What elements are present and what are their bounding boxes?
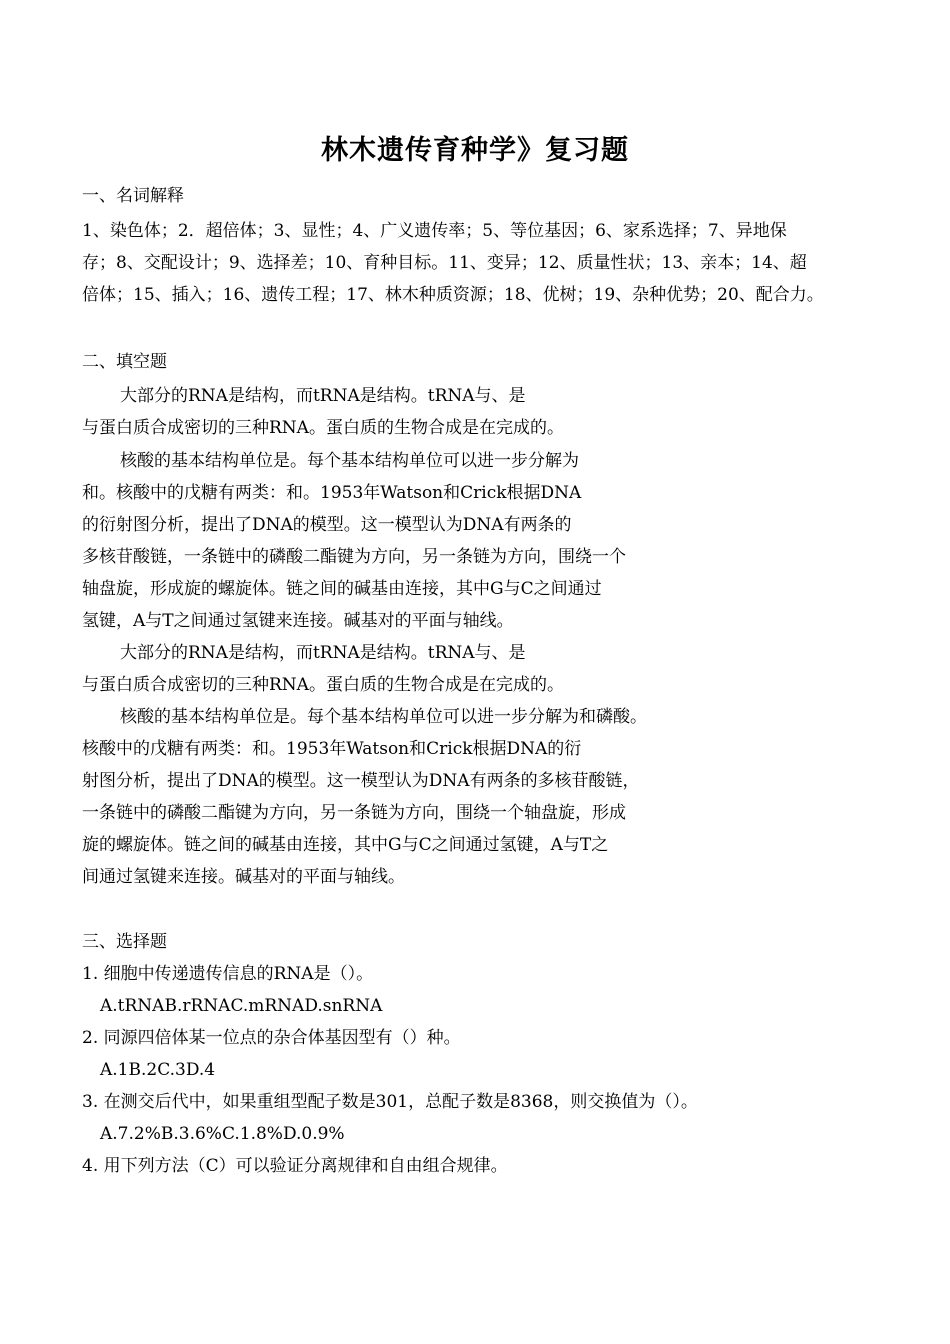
fill-blank-line: 氢键，A与T之间通过氢键来连接。碱基对的平面与轴线。 bbox=[82, 611, 514, 631]
fill-blank-line: 轴盘旋，形成旋的螺旋体。链之间的碱基由连接，其中G与C之间通过 bbox=[82, 579, 602, 599]
question-text: 3. 在测交后代中，如果重组型配子数是301，总配子数是8368，则交换值为（）。 bbox=[82, 1092, 698, 1112]
document-title: 林木遗传育种学》复习题 bbox=[321, 135, 629, 166]
question-text: 4. 用下列方法（C）可以验证分离规律和自由组合规律。 bbox=[82, 1156, 508, 1176]
question-text: 1. 细胞中传递遗传信息的RNA是（）。 bbox=[82, 964, 374, 984]
fill-blank-line: 的衍射图分析，提出了DNA的模型。这一模型认为DNA有两条的 bbox=[82, 515, 572, 535]
fill-blank-line: 一条链中的磷酸二酯键为方向，另一条链为方向，围绕一个轴盘旋，形成 bbox=[82, 803, 626, 823]
terms-line: 倍体；15、插入；16、遗传工程；17、林木种质资源；18、优树；19、杂种优势；20、配合力。 bbox=[82, 285, 824, 305]
question-options: A.1B.2C.3D.4 bbox=[100, 1060, 216, 1080]
fill-blank-line: 与蛋白质合成密切的三种RNA。蛋白质的生物合成是在完成的。 bbox=[82, 675, 564, 695]
question-options: A.tRNAB.rRNAC.mRNAD.snRNA bbox=[100, 996, 383, 1016]
question-text: 2. 同源四倍体某一位点的杂合体基因型有（）种。 bbox=[82, 1028, 461, 1048]
fill-blank-line: 间通过氢键来连接。碱基对的平面与轴线。 bbox=[82, 867, 405, 887]
fill-blank-line: 射图分析，提出了DNA的模型。这一模型认为DNA有两条的多核苷酸链， bbox=[82, 771, 640, 791]
terms-line: 存；8、交配设计；9、选择差；10、育种目标。11、变异；12、质量性状；13、亲本；14、超 bbox=[82, 253, 807, 273]
question-options: A.7.2%B.3.6%C.1.8%D.0.9% bbox=[100, 1124, 345, 1144]
fill-blank-line: 旋的螺旋体。链之间的碱基由连接，其中G与C之间通过氢键，A与T之 bbox=[82, 835, 609, 855]
section-heading-fill-blank: 二、填空题 bbox=[82, 352, 167, 372]
fill-blank-line: 核酸的基本结构单位是。每个基本结构单位可以进一步分解为 bbox=[120, 451, 579, 471]
fill-blank-line: 核酸的基本结构单位是。每个基本结构单位可以进一步分解为和磷酸。 bbox=[120, 707, 647, 727]
fill-blank-line: 核酸中的戊糖有两类：和。1953年Watson和Crick根据DNA的衍 bbox=[82, 739, 582, 759]
fill-blank-line: 与蛋白质合成密切的三种RNA。蛋白质的生物合成是在完成的。 bbox=[82, 418, 564, 438]
fill-blank-line: 大部分的RNA是结构，而tRNA是结构。tRNA与、是 bbox=[120, 386, 526, 406]
terms-line: 1、染色体；2．超倍体；3、显性；4、广义遗传率；5、等位基因；6、家系选择；7、异地保 bbox=[82, 221, 787, 241]
fill-blank-line: 大部分的RNA是结构，而tRNA是结构。tRNA与、是 bbox=[120, 643, 526, 663]
fill-blank-line: 多核苷酸链，一条链中的磷酸二酯键为方向，另一条链为方向，围绕一个 bbox=[82, 547, 626, 567]
section-heading-terms: 一、名词解释 bbox=[82, 186, 184, 206]
fill-blank-line: 和。核酸中的戊糖有两类：和。1953年Watson和Crick根据DNA bbox=[82, 483, 582, 503]
section-heading-multiple-choice: 三、选择题 bbox=[82, 932, 167, 952]
